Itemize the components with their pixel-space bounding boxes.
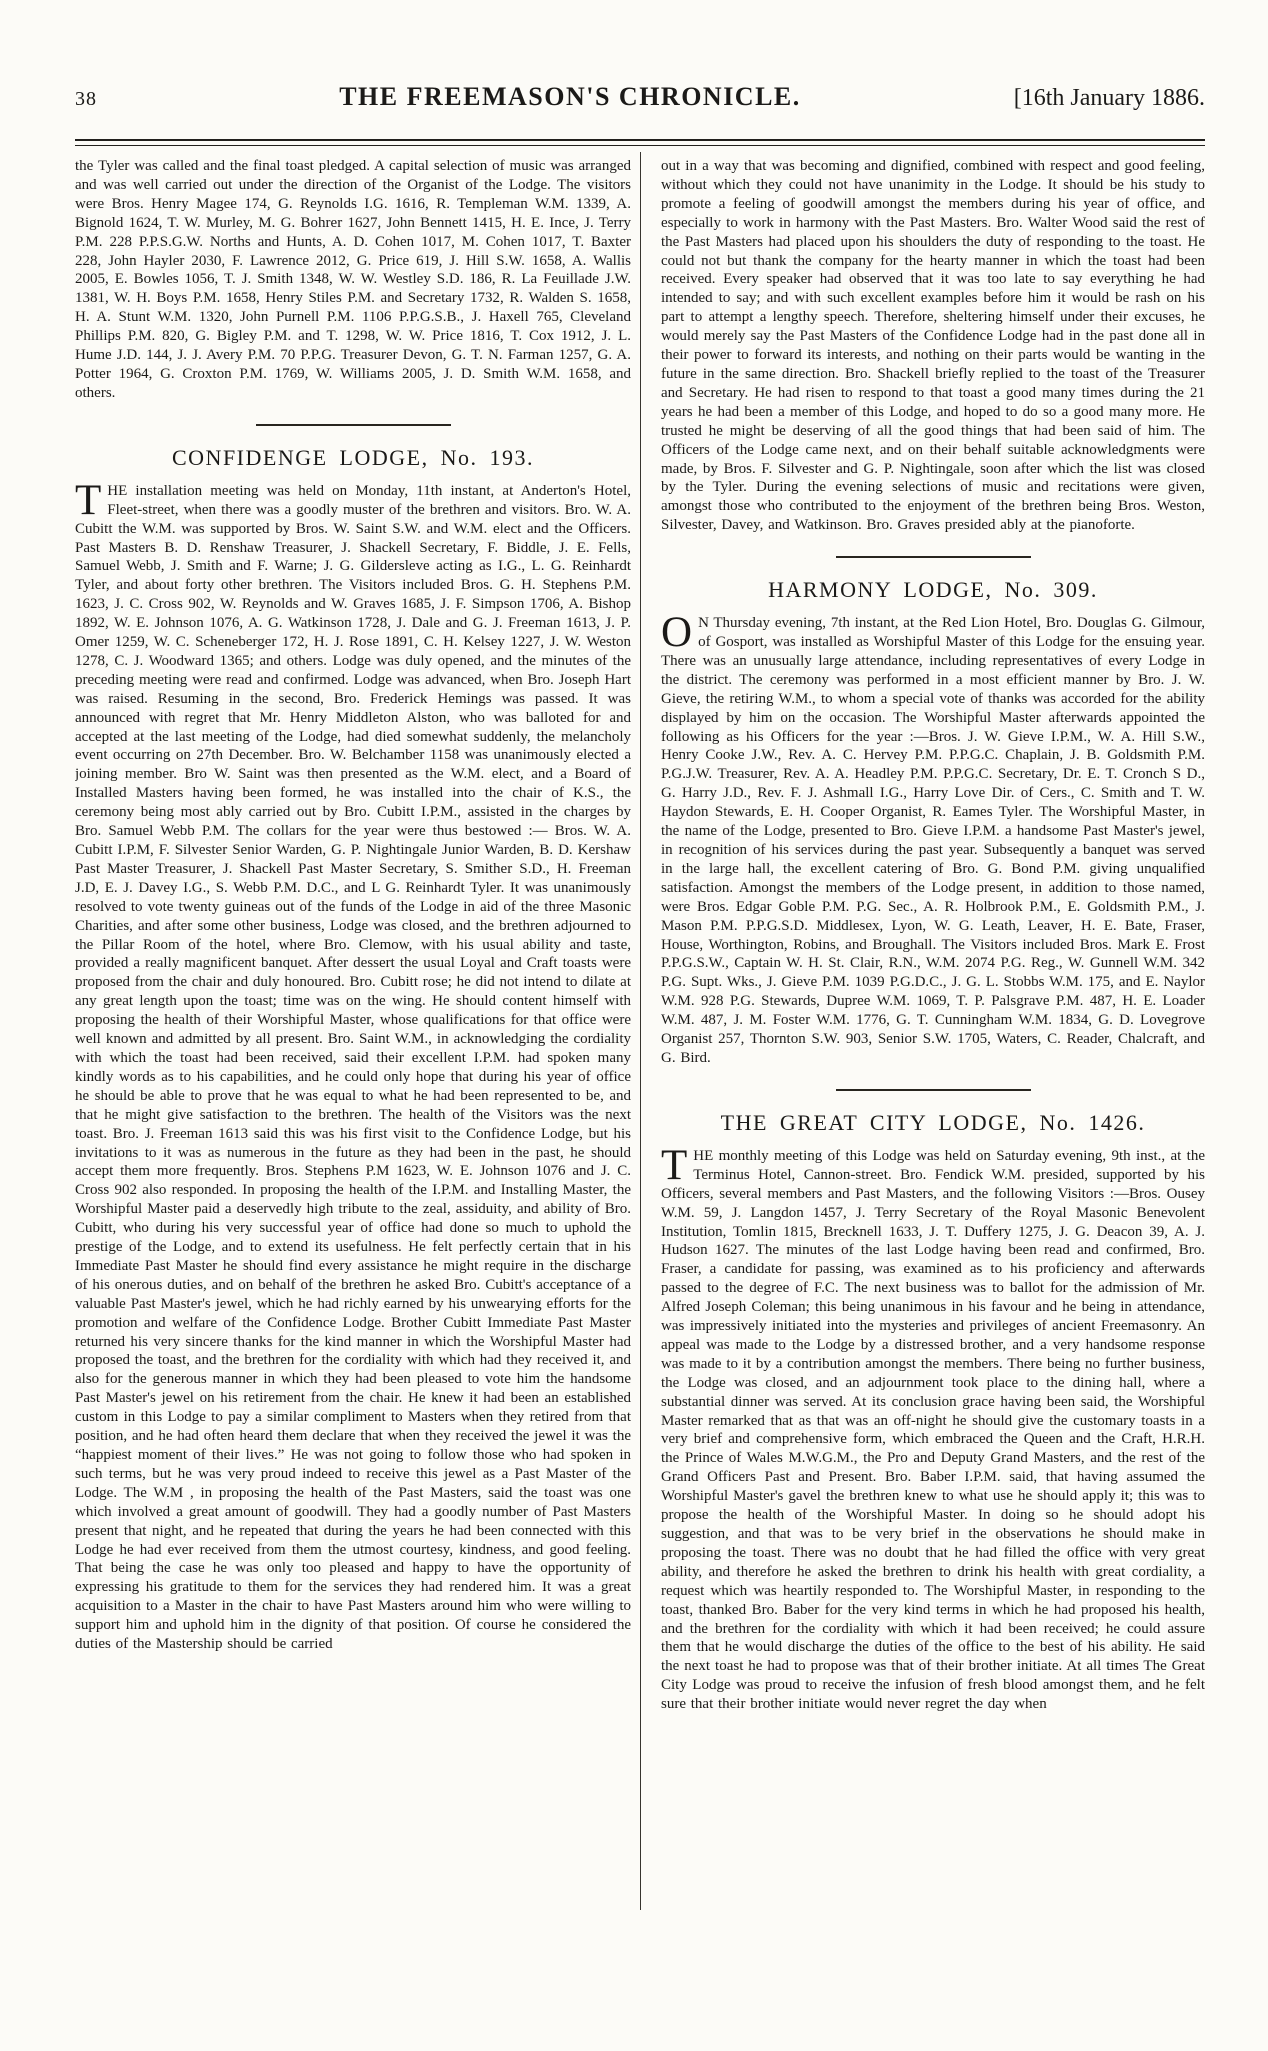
- article-title-great-city-lodge: THE GREAT CITY LODGE, No. 1426.: [720, 1109, 1146, 1135]
- page-number: 38: [75, 88, 97, 110]
- continuation-paragraph-right: out in a way that was becoming and dignified, combined with respect and good feeling, without which they could not have unanimity in the Lodge. It should be his study to promote a feeling of goodwill amongst the members during his year of office, and especially to work in harmony with the Past Masters. Bro. Walter Wood said the rest of the Past Masters had placed upon his shoulders the duty of responding to the toast. He could not but thank the company for the hearty manner in which the toast had been received. Every speaker had observed that it was too late to say everything he had intended to say; and with such excellent examples before him it would be rash on his part to attempt a lengthy speech. Therefore, sheltering himself under their excuses, he would merely say the Past Masters of the Confidence Lodge had in the past done all in their power to forward its interests, and nothing on their parts would be wanting in the future in the same direction. Bro. Shackell briefly replied to the toast of the Treasurer and Secretary. He had risen to respond to that toast a good many times during the 21 years he had been a member of this Lodge, and hoped to do so a good many more. He trusted he might be deserving of all the good things that had been said of him. The Officers of the Lodge came next, and on their behalf suitable acknowledgments were made, by Bros. F. Silvester and G. P. Nightingale, soon after which the list was closed by the Tyler. During the evening selections of music and recitations were given, amongst those who contributed to the enjoyment of the brethren being Bros. Weston, Silvester, Davey, and Watkinson. Bro. Graves presided ably at the pianoforte.: [661, 158, 1205, 534]
- section-divider: [256, 424, 451, 426]
- continuation-paragraph-left: the Tyler was called and the final toast pledged. A capital selection of music was arranged and was well carried out under the direction of the Organist of the Lodge. The visitors were Bros. Henry Magee 174, G. Reynolds I.G. 1616, R. Templeman W.M. 1339, A. Bignold 1624, T. W. Murley, M. G. Bohrer 1627, John Bennett 1415, H. E. Ince, J. Terry P.M. 228 P.P.S.G.W. Norths and Hunts, A. D. Cohen 1017, M. Cohen 1017, T. Baxter 228, John Hayler 2030, F. Lawrence 2012, G. Price 619, J. Hill S.W. 1658, A. Wallis 2005, E. Bowles 1056, T. J. Smith 1348, W. W. Westley S.D. 186, R. La Feuillade J.W. 1381, W. H. Boys P.M. 1658, Henry Stiles P.M. and Secretary 1732, R. Walden S. 1658, H. A. Stunt W.M. 1320, John Purnell P.M. 1106 P.P.G.S.B., J. Haxell 765, Cleveland Phillips P.M. 820, G. Bigley P.M. and T. 1298, W. W. Price 1816, T. Cox 1912, J. L. Hume J.D. 144, J. J. Avery P.M. 70 P.P.G. Treasurer Devon, G. T. N. Farman 1257, G. A. Potter 1964, G. Croxton P.M. 1769, W. Williams 2005, J. D. Smith W.M. 1658, and others.: [75, 158, 631, 401]
- article-body-great-city-lodge: HE monthly meeting of this Lodge was held on Saturday evening, 9th inst., at the Terminus Hotel, Cannon-street. Bro. Fendick W.M. presided, supported by his Officers, several members and Past Masters, and the following Visitors :—Bros. Ousey W.M. 59, J. Langdon 1457, J. Terry Secretary of the Royal Masonic Benevolent Institution, Tomlin 1815, Brecknell 1633, J. T. Duffery 1275, J. G. Deacon 39, A. J. Hudson 1627. The minutes of the last Lodge having been read and confirmed, Bro. Fraser, a candidate for passing, was examined as to his proficiency and afterwards passed to the degree of F.C. The next business was to ballot for the admission of Mr. Alfred Joseph Coleman; this being unanimous in his favour and he being in attendance, was impressively initiated into the mysteries and privileges of ancient Freemasonry. An appeal was made to the Lodge by a distressed brother, and a very handsome response was made to it by a contribution amongst the members. There being no further business, the Lodge was closed, and an adjournment took place to the dining hall, where a substantial dinner was served. At its conclusion grace having been said, the Worshipful Master remarked that as that was an off-night he should give the customary toasts in a very brief and comprehensive form, which embraced the Queen and the Craft, H.R.H. the Prince of Wales M.W.G.M., the Pro and Deputy Grand Masters, and the rest of the Grand Officers Past and Present. Bro. Baber I.P.M. said, that having assumed the Worshipful Master's gavel the brethren knew to what use he should apply it; this was to propose the health of the Worshipful Master. In doing so he should adopt his suggestion, and that was to be very brief in the observations he should make in proposing the toast. There was no doubt that he had filled the office with very great ability, and therefore he asked the brethren to drink his health with great cordiality, a request which was heartily responded to. The Worshipful Master, in responding to the toast, thanked Bro. Baber for the very kind terms in which he had proposed his health, and the brethren for the cordiality with which it had been received; he could assure them that he would discharge the duties of the office to the best of his ability. He said the next toast he had to propose was that of their brother initiate. At all times The Great City Lodge was proud to receive the infusion of fresh blood amongst them, and he felt sure that their brother initiate would never regret the day when: [661, 1147, 1205, 1713]
- article-body-great-city-lodge-wrap: [661, 1141, 1205, 1714]
- left-column: [75, 157, 631, 1714]
- article-title-confidence-lodge: CONFIDENGE LODGE, No. 193.: [172, 444, 534, 470]
- section-divider: [836, 556, 1031, 558]
- right-column: [661, 157, 1205, 1714]
- dropcap-great-city: T: [661, 1141, 688, 1189]
- page-header: [75, 82, 1205, 112]
- dropcap-harmony: O: [661, 609, 693, 657]
- article-body-confidence-lodge-wrap: [75, 476, 631, 1654]
- article-body-confidence-lodge: HE installation meeting was held on Monday, 11th instant, at Anderton's Hotel, Fleet-street, when there was a goodly muster of the brethren and visitors. Bro. W. A. Cubitt the W.M. was supported by Bros. W. Saint S.W. and W.M. elect and the Officers. Past Masters B. D. Renshaw Treasurer, J. Shackell Secretary, F. Biddle, J. E. Fells, Samuel Webb, J. Smith and F. Warne; J. G. Gildersleve acting as I.G., L. G. Reinhardt Tyler, and about forty other brethren. The Visitors included Bros. G. H. Stephens P.M. 1623, J. C. Cross 902, W. Reynolds and W. Graves 1685, J. F. Simpson 1706, A. Bishop 1892, W. E. Johnson 1076, A. G. Watkinson 1728, J. Dale and G. J. Freeman 1613, J. P. Omer 1259, W. C. Scheneberger 172, H. J. Rose 1891, C. H. Kelsey 1227, J. W. Weston 1278, C. J. Woodward 1365; and others. Lodge was duly opened, and the minutes of the preceding meeting were read and confirmed. Lodge was advanced, when Bro. Joseph Hart was raised. Resuming in the second, Bro. Frederick Hemings was passed. It was announced with regret that Mr. Henry Middleton Alston, who was balloted for and accepted at the last meeting of the Lodge, had died somewhat suddenly, the melancholy event occurring on 27th December. Bro. W. Belchamber 1158 was unanimously elected a joining member. Bro W. Saint was then presented as the W.M. elect, and a Board of Installed Masters having been formed, he was installed into the chair of K.S., the ceremony being most ably carried out by Bro. Cubitt I.P.M., assisted in the charges by Bro. Samuel Webb P.M. The collars for the year were thus bestowed :— Bros. W. A. Cubitt I.P.M, F. Silvester Senior Warden, G. P. Nightingale Junior Warden, B. D. Kershaw Past Master Treasurer, J. Shackell Past Master Secretary, S. Smither S.D., H. Freeman J.D, E. J. Davey I.G., S. Webb P.M. D.C., and L G. Reinhardt Tyler. It was unanimously resolved to vote twenty guineas out of the funds of the Lodge in aid of the three Masonic Charities, and after some other business, Lodge was closed, and the brethren adjourned to the Pillar Room of the hotel, where Bro. Clemow, with his usual ability and taste, provided a really magnificent banquet. After dessert the usual Loyal and Craft toasts were proposed from the chair and duly honoured. Bro. Cubitt rose; he did not intend to dilate at any great length upon the toast; time was on the wing. He should content himself with proposing the health of their Worshipful Master, whose qualifications for that office were well known and admitted by all present. Bro. Saint W.M., in acknowledging the cordiality with which the toast had been received, said their excellent I.P.M. had spoken many kindly words as to his capabilities, and he could only hope that during his year of office he should be able to prove that he was equal to what he had been represented to be, and that he might give satisfaction to the brethren. The health of the Visitors was the next toast. Bro. J. Freeman 1613 said this was his first visit to the Confidence Lodge, but his invitations to it was as numerous in the future as they had been in the past, he should accept them more frequently. Bros. Stephens P.M 1623, W. E. Johnson 1076 and J. C. Cross 902 also responded. In proposing the health of the I.P.M. and Installing Master, the Worshipful Master paid a deservedly high tribute to the zeal, assiduity, and ability of Bro. Cubitt, who during his very successful year of office had done so much to uphold the prestige of the Lodge, and to extend its usefulness. He felt perfectly certain that in his Immediate Past Master he should find every assistance he might require in the discharge of his onerous duties, and on behalf of the brethren he asked Bro. Cubitt's acceptance of a valuable Past Master's jewel, which he had richly earned by his unwearying efforts for the promotion and welfare of the Confidence Lodge. Brother Cubitt Immediate Past Master returned his very sincere thanks for the kind manner in which the Worshipful Master had proposed the toast, and the brethren for the cordiality with which had they received it, and also for the generous manner in which they had been pleased to vote him the handsome Past Master's jewel on his retirement from the chair. He knew it had been an established custom in this Lodge to pay a similar compliment to Masters when they retired from that position, and he had often heard them declare that when they received the jewel it was the “happiest moment of their lives.” He was not going to follow those who had spoken in such terms, but he was very proud indeed to receive this jewel as a Past Master of the Lodge. The W.M , in proposing the health of the Past Masters, said the toast was one which involved a great amount of goodwill. They had a goodly number of Past Masters present that night, and he repeated that during the years he had been connected with this Lodge he had ever received from them the utmost courtesy, kindness, and good feeling. That being the case he was only too pleased and happy to have the opportunity of expressing his gratitude to them for the services they had rendered him. It was a great acquisition to a Master in the chair to have Past Masters around him who were willing to support him and uphold him in the dignity of that position. Of course he considered the duties of the Mastership should be carried: [75, 482, 631, 1653]
- section-divider: [836, 1089, 1031, 1091]
- masthead-title: THE FREEMASON'S CHRONICLE.: [339, 82, 801, 111]
- article-title-harmony-lodge: HARMONY LODGE, No. 309.: [768, 577, 1098, 603]
- page-columns: [75, 157, 1205, 1714]
- article-body-harmony-lodge: N Thursday evening, 7th instant, at the Red Lion Hotel, Bro. Douglas G. Gilmour, of Gosport, was installed as Worshipful Master of this Lodge for the ensuing year. There was an unusually large attendance, including representatives of every Lodge in the district. The ceremony was performed in a most efficient manner by Bro. J. W. Gieve, the retiring W.M., to whom a special vote of thanks was accorded for the ability displayed by him on the occasion. The Worshipful Master afterwards appointed the following as his Officers for the year :—Bros. J. W. Gieve I.P.M., W. A. Hill S.W., Henry Cooke J.W., Rev. A. C. Hervey P.M. P.P.G.C. Chaplain, J. B. Goldsmith P.M. P.G.J.W. Treasurer, Rev. A. A. Headley P.M. P.P.G.C. Secretary, Dr. E. T. Cronch S D., G. Harry J.D., Rev. F. J. Ashmall I.G., Harry Love Dir. of Cers., C. Smith and T. W. Haydon Stewards, E. H. Cooper Organist, R. Eames Tyler. The Worshipful Master, in the name of the Lodge, presented to Bro. Gieve I.P.M. a handsome Past Master's jewel, in recognition of his services during the past year. Subsequently a banquet was served in the large hall, the excellent catering of Bro. G. Bond P.M. giving unqualified satisfaction. Amongst the members of the Lodge present, in addition to those named, were Bros. Edgar Goble P.M. P.G. Sec., A. R. Holbrook P.M., E. Goldsmith P.M., J. Mason P.M. P.P.G.S.D. Middlesex, Lyon, W. G. Leath, Leaver, H. E. Bate, Fraser, House, Worthington, Robins, and Broughall. The Visitors included Bros. Mark E. Frost P.P.G.S.W., Captain W. H. St. Clair, R.N., W.M. 2074 P.G. Reg., W. Gunnell W.M. 342 P.G. Supt. Wks., J. Gieve P.M. 1039 P.G.D.C., J. G. L. Stobbs W.M. 175, and E. Naylor W.M. 928 P.G. Stewards, Dupree W.M. 1069, T. P. Palsgrave P.M. 487, H. E. Loader W.M. 487, J. M. Foster W.M. 1776, G. T. Cunningham W.M. 1834, G. D. Lovegrove Organist 257, Thornton S.W. 903, Senior S.W. 1705, Waters, C. Reader, Chalcraft, and G. Bird.: [661, 615, 1205, 1066]
- article-body-harmony-lodge-wrap: [661, 609, 1205, 1068]
- header-rule: [75, 139, 1205, 146]
- dropcap-confidence: T: [75, 476, 102, 524]
- issue-date: [16th January 1886.: [1013, 85, 1205, 111]
